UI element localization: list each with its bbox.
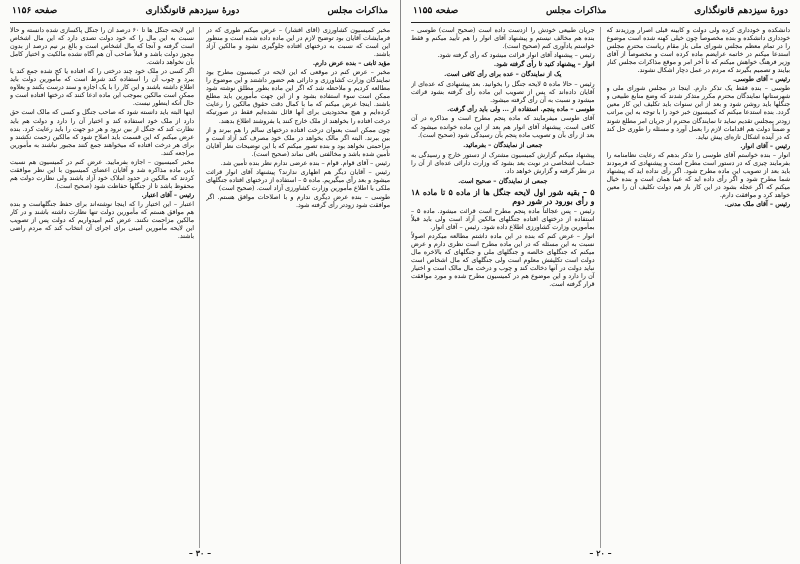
center-line: جمعی از نمایندگان – صحیح است. — [458, 177, 548, 185]
page-body — [10, 23, 390, 548]
paragraph: انوار – عرض کنم که بنده در این ماده داشتم مطالعه میکردم اصولاً نسبت به این مسئله که در این ماده مطرح است نظری دارم و عرض میکنم که جنگلهای خالصه و جنگلهای ملی و جنگلهای که بالاخره مال دولت است تکلیفش معلوم است ولی جنگلهای که مال اشخاص است نباید دولت در آنها دخالت کند و چوب و درخت مال مالک است و اختیار آن را دارد و این موضوع هم در کمیسیون مطرح شده و مورد موافقت قرار گرفته است. — [411, 232, 595, 289]
paragraph: اگر کسی در ملک خود چند درختی را که افتاده یا کج شده جمع کند یا ببرد و چوب آن را استفاده کند شرط است که مأمورین دولت باید اطلاع داشته باشند و این کار را با یک اجازه و سند درست بکنند و بعلاوه ممکن است مالکین بموجب این ماده ادعا کنند که درختها افتاده است و حال آنکه اینطور نیست. — [10, 68, 194, 108]
text-column-left — [10, 27, 200, 548]
paragraph: رئیس – پس عجالتاً ماده پنجم مطرح است قرائت میشود. ماده ۵ – استفاده از درختهای افتاده جنگلهای مالکین آزاد است ولی باید قبلاً بمأمورین وزارت کشاورزی اطلاع داده شود. رئیس – آقای انوار. — [411, 207, 595, 231]
page-1155 — [400, 0, 800, 564]
paragraph: انوار – بنده خواستم آقای طوسی را تذکر بدهم که رعایت نظامنامه را بفرمایند چیزی که در دستور است مطرح است و پیشنهادی که فرمودند باید بعد از تصویب این ماده مطرح شود. اگر رأی نداده اید که پیشنهاد شما مطرح شود و اگر رأی داده اید که عیناً همان است و بنده خیال میکنم که اگر عجله بشود در این کار باز هم دولت تکلیف آن را معین خواهد کرد و موافقت دارم. — [606, 151, 790, 199]
paragraph: مخبر کمیسیون کشاورزی (آقای افشار) – عرض میکنم طوری که در فرمایشات آقایان بود توضیح لازم در این ماده داده شده است و منظور این است که نسبت به درختهای افتاده جلوگیری نشود و مالکین آزاد باشند. — [206, 27, 390, 59]
paragraph: رئیس – آقای قوام. قوام – بنده عرضی ندارم نظر بنده تأمین شد. — [220, 159, 390, 167]
speaker-line: رئیس – آقای انوار. — [740, 142, 790, 150]
paragraph: رئیس – پیشنهاد آقای انوار قرائت میشود که رأی گرفته شود. — [437, 52, 595, 60]
session-title: دورهٔ سیزدهم قانونگذاری — [145, 6, 240, 16]
page-footer: – ۲۰ – — [589, 548, 612, 558]
paragraph: دانشکده و خودداری کرده ولی دولت و کابینه قبلی اصرار ورزیدند که خودداری دانشکده و بنده مخصوصاً چون خیلی کهنه شده است موضوع را در تمام معظم مجلس شورای ملی باز مقام ریاست محترم مجلس استدعا میکنم در خاتمه عرایضم ماده کرده است و مخصوصاً از آقای وزیر فرهنگ خواهش میکنم که تا آخر امر و موقع مذاکرات مجلس کنار بیایند و تصمیم بگیرند که مردم در عمل دچار اشکال نشوند. — [606, 27, 790, 75]
debates-title: مذاکرات مجلس — [327, 6, 388, 16]
page-header — [10, 6, 390, 23]
paragraph: اینها البته باید دانسته شود که صاحب جنگل و کسی که مالک است حق دارد از ملک خود استفاده کند و اختیار آن را دارد و دولت هم باید نظارت کند که جنگل از بین نرود و هر دو جهت را باید رعایت کرد. بنده عرض میکنم که این قسمت باید اصلاح شود که مالکین زحمت نکشند و برای هر درخت افتاده که میخواهند جمع کنند مجبور نباشند به مأمورین مراجعه کنند. — [10, 109, 194, 157]
speaker-line: رئیس – آقای ملک مدنی. — [724, 200, 790, 208]
page-number: صفحه ۱۱۵۵ — [413, 6, 459, 16]
speaker-line: مؤید ثابتی – بنده عرض دارم. — [312, 60, 390, 68]
center-line: یک از نمایندگان – عده برای رأی کافی است. — [444, 71, 562, 79]
paragraph: رئیس – آقایان دیگر هم اظهاری ندارند؟ پیشنهاد آقای انوار قرائت میشود و بعد رأی میگیریم. ماده ۵ – استفاده از درختهای افتاده جنگلهای ملکی با اطلاع مأمورین وزارت کشاورزی آزاد است. (صحیح است) — [206, 168, 390, 192]
session-title: دورهٔ سیزدهم قانونگذاری — [694, 6, 788, 16]
paragraph: چون ممکن است بعنوان درخت افتاده درختهای سالم را هم ببرند و از بین ببرند. البته اگر مالک بخواهد در ملک خود مصرف کند آزاد است و مزاحمتی نخواهد بود و بنده تصور میکنم که با این توضیحات نظر آقایان تأمین شده باشد و مخالفتی باقی نماند (صحیح است). — [206, 126, 390, 158]
paragraph: مخبر – عرض کنم در موقعی که این لایحه در کمیسیون مطرح بود نمایندگان وزارت کشاورزی و دارائی هم حضور داشتند و این موضوع را مطالعه کردیم و ملاحظه شد که اگر این ماده بطور مطلق نوشته شود ممکن است سوء استفاده بشود و از این جهت مأمورین باید مطلع باشند. اینجا عرض میکنم که ما با کمال دقت حقوق مالکین را رعایت کرده‌ایم و هیچ محدودیتی برای آنها قائل نشده‌ایم فقط در صورتیکه درخت افتاده را بخواهند از ملک خارج کنند یا بفروشند اطلاع بدهند. — [206, 69, 390, 125]
speaker-line: رئیس – آقای اعتبار. — [141, 191, 194, 199]
paragraph: اعتبار – این اختیار را که اینجا نوشته‌اند برای حفظ جنگلهاست و بنده هم موافق هستم که مأمورین دولت تنها نظارت داشته باشند و در کار مالکین مزاحمت نکنند. عرض کنم امیدواریم که دولت پس از تصویب این لایحه مأمورین امینی برای اجرای آن انتخاب کند که مردم راضی باشند. — [10, 200, 194, 241]
page-number: صفحه ۱۱۵۶ — [12, 6, 58, 16]
paragraph: پیشنهاد میکنم گزارش کمیسیون مشترک از دستور خارج و رسیدگی به حساب اشخاصی در نوبت بعد بشود که وزارت دارائی عده‌ای از آن را در نظر گرفته و گزارش خواهد داد. — [411, 151, 595, 175]
text-column-right — [607, 27, 791, 548]
paragraph: رئیس – حالا ماده ۵ لایحه جنگل را بخوانید. بعد پیشنهادی که عده‌ای از آقایان داده‌اند که پس از تصویب این ماده رأی گرفته بشود قرائت میشود و نسبت به آن رأی گرفته میشود. — [411, 81, 595, 105]
text-column-left — [411, 27, 601, 548]
paragraph: طوسی – بنده فقط یک تذکر دارم. اینجا در مجلس شورای ملی و شهرستانها نمایندگان محترم مکرر متذکر شدند که وضع منابع طبیعی و جنگلها باید روشن شود و بعد از این سنوات باید تکلیف این کار معین گردد. بنده استدعا میکنم که کمیسیون خبر خود را با توجه به این مراتب زودتر بمجلس تقدیم نماید تا نمایندگان محترم از جریان امر مطلع شوند و ضمناً دولت هم اقدامات لازم را بعمل آورد و مسئله را طوری حل کند که در آینده اشکال تازه‌ای پیش نیاید. — [606, 85, 790, 141]
paragraph: مخبر کمیسیون – اجازه بفرمایید. عرض کنم در کمیسیون هم نسبت بابن ماده مذاکره شد و آقایان اعضای کمیسیون با این نظر موافقت کردند که مالکین در حدود املاک خود آزاد باشند ولی نظارت دولت هم محفوظ باشد تا از جنگلها حفاظت شود (صحیح است). — [10, 158, 194, 190]
center-line: جمعی از نمایندگان – بفرمائید. — [463, 141, 543, 149]
page-footer: – ۳۰ – — [188, 548, 212, 558]
paragraph: طوسی – بنده عرض دیگری ندارم و با اصلاحات موافق هستم. اگر موافقت شود زودتر رأی گرفته شود. — [206, 193, 390, 209]
paragraph: آقای طوسی میفرمایند که ماده پنجم مطرح است و مذاکره در آن کافی است. پیشنهاد آقای انوار هم بعد از این ماده خوانده میشود که بعد از رأی بآن و تصویب ماده پنجم بآن رسیدگی شود (صحیح است). — [411, 115, 595, 139]
page-body — [411, 23, 790, 548]
paragraph: این لایحه جنگل ها تا ۶۰ درصد آن را جنگل پاکسازی شده دانسته و حالا نسبت به این مال را که خود دولت تصدی دارد که این مال اشخاص است گرفته و آنجا که مال اشخاص است و بالغ بر نیم درصد از بدون مجوز دولت باشد و قبلاً صاحب آن هم آگاه نشده مالکیت و اختیار کامل بآن نخواهد داشت. — [10, 27, 194, 67]
paragraph: جریان طبیعی خودش را ازدست داده است (صحیح است) طوسی – بنده هم مخالف نیستم و پیشنهاد آقای انوار را هم تأیید میکنم و فقط خواستم یادآوری کنم (صحیح است). — [411, 27, 595, 51]
debates-title: مذاکرات مجلس — [545, 6, 607, 16]
speaker-line: انوار – پیشنهاد کنید تا رأی گرفته شود. — [493, 61, 595, 69]
page-header — [411, 6, 790, 23]
speaker-line: طوسی – ماده پنجم. استفاده از ... ولی باید رأی گرفت. — [447, 106, 595, 114]
speaker-line: رئیس – آقای طوسی. — [732, 76, 790, 84]
section-heading: ۵ – بقیه شور اول لایحه جنگل ها از ماده ۵ تا ماده ۱۸ و رأی بورود در شور دوم — [411, 186, 595, 207]
text-column-right — [206, 27, 390, 548]
